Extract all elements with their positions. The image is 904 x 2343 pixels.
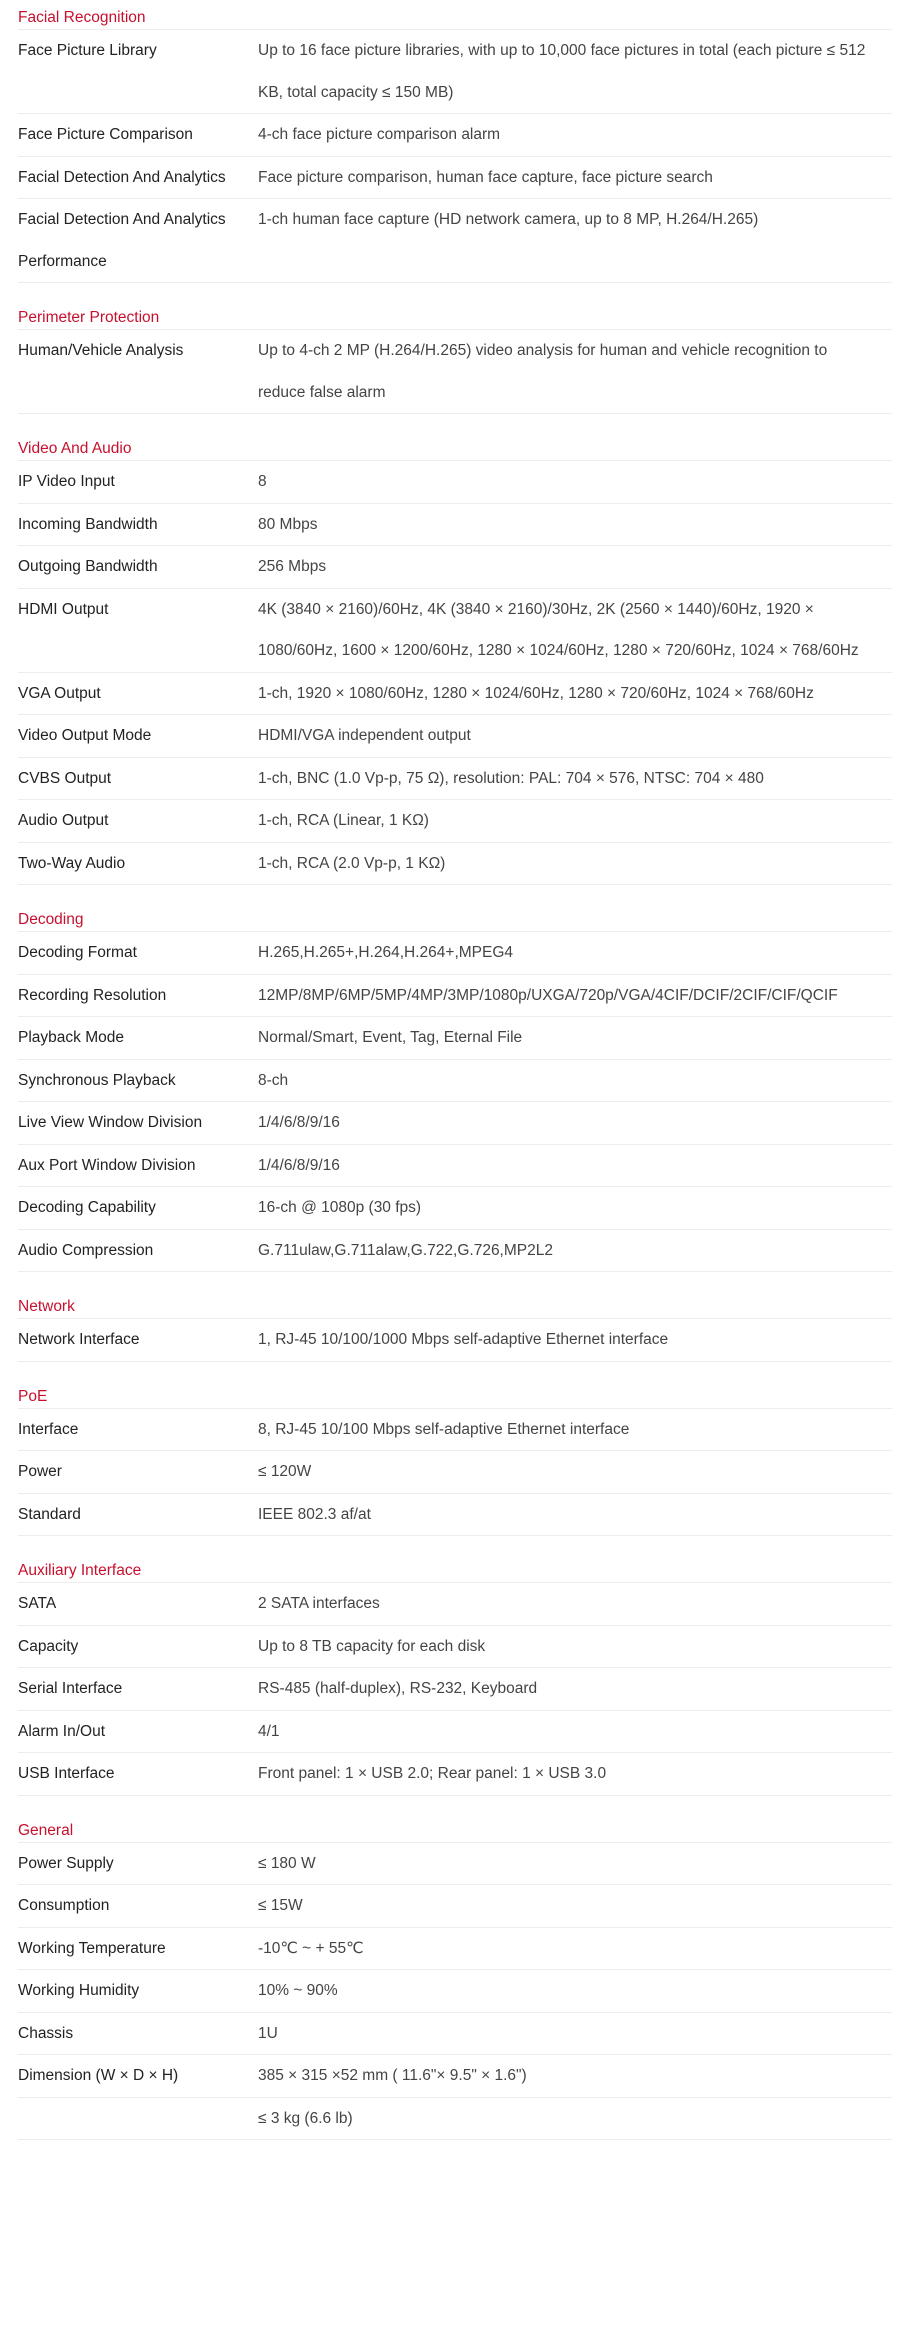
spec-value: 1-ch human face capture (HD network camera, up to 8 MP, H.264/H.265) [258, 211, 759, 228]
spec-row [18, 1451, 892, 1494]
section-title: Video And Audio [18, 437, 892, 461]
spec-value: 385 × 315 ×52 mm ( 11.6"× 9.5" × 1.6") [258, 2067, 527, 2084]
spec-value: 16-ch @ 1080p (30 fps) [258, 1199, 422, 1216]
spec-label: VGA Output [18, 684, 101, 702]
spec-value: 1/4/6/8/9/16 [258, 1156, 340, 1174]
spec-row [18, 1409, 892, 1452]
spec-value: Normal/Smart, Event, Tag, Eternal File [258, 1029, 523, 1046]
spec-label: Human/Vehicle Analysis [18, 342, 184, 359]
spec-row [18, 800, 892, 843]
spec-row [18, 1626, 892, 1669]
spec-value: 8, RJ-45 10/100 Mbps self-adaptive Ethernet interface [258, 1420, 630, 1438]
spec-label: Interface [18, 1420, 79, 1438]
spec-label: Face Picture Library [18, 42, 157, 59]
spec-label: Decoding Capability [18, 1199, 156, 1216]
spec-label: Outgoing Bandwidth [18, 558, 158, 575]
spec-label: Facial Detection And Analytics Performance [18, 211, 226, 270]
spec-row [18, 843, 892, 886]
spec-section [18, 1385, 892, 1537]
spec-label: SATA [18, 1595, 57, 1612]
spec-label: USB Interface [18, 1765, 115, 1782]
spec-label: Consumption [18, 1897, 110, 1914]
spec-label: Chassis [18, 2024, 74, 2042]
spec-section [18, 1295, 892, 1362]
spec-value: 1-ch, BNC (1.0 Vp-p, 75 Ω), resolution: PAL: 704 × 576, NTSC: 704 × 480 [258, 769, 764, 787]
spec-value: 1/4/6/8/9/16 [258, 1114, 340, 1131]
spec-section [18, 306, 892, 414]
spec-value: 4/1 [258, 1722, 280, 1740]
spec-row [18, 1102, 892, 1145]
section-title: Network [18, 1295, 892, 1319]
section-title: General [18, 1819, 892, 1843]
spec-label: Power [18, 1463, 62, 1480]
spec-value: G.711ulaw,G.711alaw,G.722,G.726,MP2L2 [258, 1241, 553, 1259]
spec-label: Serial Interface [18, 1680, 123, 1697]
spec-value: 10% ~ 90% [258, 1982, 338, 1999]
spec-row [18, 30, 892, 114]
spec-row [18, 1885, 892, 1928]
section-title: Auxiliary Interface [18, 1559, 892, 1583]
spec-section [18, 437, 892, 885]
spec-value: 8 [258, 473, 267, 490]
spec-value: 256 Mbps [258, 558, 327, 575]
spec-row [18, 1060, 892, 1103]
spec-row [18, 1970, 892, 2013]
spec-label [18, 2098, 258, 2140]
spec-row [18, 504, 892, 547]
spec-section [18, 1559, 892, 1796]
spec-row [18, 2013, 892, 2056]
spec-label: Aux Port Window Division [18, 1156, 196, 1174]
spec-value: 4K (3840 × 2160)/60Hz, 4K (3840 × 2160)/30Hz, 2K (2560 × 1440)/60Hz, 1920 × 1080/60Hz, 1600 × 1200/60Hz, 1280 × 1024/60Hz, 1280 × 720/60Hz, 1024 × 768/60Hz [258, 600, 859, 659]
spec-label: Capacity [18, 1637, 79, 1655]
spec-section [18, 908, 892, 1272]
spec-section [18, 1819, 892, 2141]
spec-row [18, 461, 892, 504]
spec-value: H.265,H.265+,H.264,H.264+,MPEG4 [258, 944, 514, 961]
spec-row [18, 1017, 892, 1060]
spec-label: Alarm In/Out [18, 1722, 105, 1740]
spec-label: Decoding Format [18, 944, 137, 961]
spec-value: 1-ch, RCA (2.0 Vp-p, 1 KΩ) [258, 854, 446, 872]
spec-row [18, 673, 892, 716]
spec-value: -10℃ ~ + 55℃ [258, 1939, 364, 1957]
spec-label: Dimension (W × D × H) [18, 2067, 179, 2084]
spec-row [18, 1319, 892, 1362]
spec-value: 1-ch, 1920 × 1080/60Hz, 1280 × 1024/60Hz, 1280 × 720/60Hz, 1024 × 768/60Hz [258, 684, 814, 702]
section-title: Decoding [18, 908, 892, 932]
spec-value: Up to 4-ch 2 MP (H.264/H.265) video analysis for human and vehicle recognition to reduce false alarm [258, 342, 828, 401]
spec-value: IEEE 802.3 af/at [258, 1505, 371, 1523]
spec-label: Facial Detection And Analytics [18, 168, 226, 186]
spec-row [18, 1230, 892, 1273]
spec-label: Video Output Mode [18, 727, 152, 744]
spec-row [18, 2055, 892, 2098]
spec-label: Face Picture Comparison [18, 126, 193, 143]
spec-value: HDMI/VGA independent output [258, 727, 471, 744]
spec-label: Audio Output [18, 812, 109, 829]
spec-row [18, 330, 892, 414]
section-title: Facial Recognition [18, 6, 892, 30]
spec-row [18, 546, 892, 589]
spec-row [18, 758, 892, 801]
spec-row [18, 1711, 892, 1754]
section-title: Perimeter Protection [18, 306, 892, 330]
spec-label: Recording Resolution [18, 986, 167, 1004]
spec-label: Network Interface [18, 1331, 140, 1348]
spec-value: RS-485 (half-duplex), RS-232, Keyboard [258, 1680, 538, 1697]
spec-row [18, 1145, 892, 1188]
spec-value: 1, RJ-45 10/100/1000 Mbps self-adaptive Ethernet interface [258, 1331, 669, 1348]
spec-row [18, 2098, 892, 2141]
spec-row [18, 715, 892, 758]
spec-row [18, 1583, 892, 1626]
spec-value: 12MP/8MP/6MP/5MP/4MP/3MP/1080p/UXGA/720p/VGA/4CIF/DCIF/2CIF/CIF/QCIF [258, 986, 838, 1004]
spec-row [18, 1187, 892, 1230]
spec-row [18, 1928, 892, 1971]
spec-label: IP Video Input [18, 473, 115, 490]
spec-value: Up to 8 TB capacity for each disk [258, 1637, 486, 1655]
spec-label: HDMI Output [18, 600, 109, 618]
spec-label: Working Temperature [18, 1939, 166, 1957]
spec-label: Audio Compression [18, 1241, 154, 1259]
spec-value: 4-ch face picture comparison alarm [258, 126, 501, 143]
spec-value: ≤ 3 kg (6.6 lb) [258, 2109, 353, 2127]
spec-row [18, 589, 892, 673]
spec-label: Power Supply [18, 1854, 114, 1872]
spec-row [18, 1494, 892, 1537]
spec-label: Working Humidity [18, 1982, 140, 1999]
spec-row [18, 199, 892, 283]
spec-label: Standard [18, 1505, 81, 1523]
spec-label: Incoming Bandwidth [18, 515, 158, 533]
spec-label: Two-Way Audio [18, 854, 126, 872]
spec-row [18, 1843, 892, 1886]
spec-value: Face picture comparison, human face capture, face picture search [258, 168, 713, 186]
spec-value: ≤ 15W [258, 1897, 303, 1914]
spec-value: 1U [258, 2024, 278, 2042]
spec-value: 8-ch [258, 1071, 289, 1089]
spec-row [18, 1668, 892, 1711]
spec-value: Up to 16 face picture libraries, with up to 10,000 face pictures in total (each picture ≤ 512 KB, total capacity ≤ 150 MB) [258, 42, 866, 101]
spec-row [18, 1753, 892, 1796]
spec-row [18, 114, 892, 157]
spec-section [18, 6, 892, 283]
spec-row [18, 932, 892, 975]
spec-value: 2 SATA interfaces [258, 1595, 380, 1612]
spec-label: CVBS Output [18, 769, 112, 787]
spec-label: Synchronous Playback [18, 1071, 176, 1089]
section-title: PoE [18, 1385, 892, 1409]
spec-value: ≤ 180 W [258, 1854, 316, 1872]
spec-value: 80 Mbps [258, 515, 318, 533]
spec-row [18, 157, 892, 200]
spec-value: ≤ 120W [258, 1463, 312, 1480]
spec-label: Live View Window Division [18, 1114, 203, 1131]
spec-value: 1-ch, RCA (Linear, 1 KΩ) [258, 812, 429, 829]
spec-row [18, 975, 892, 1018]
spec-label: Playback Mode [18, 1029, 124, 1046]
spec-value: Front panel: 1 × USB 2.0; Rear panel: 1 × USB 3.0 [258, 1765, 607, 1782]
